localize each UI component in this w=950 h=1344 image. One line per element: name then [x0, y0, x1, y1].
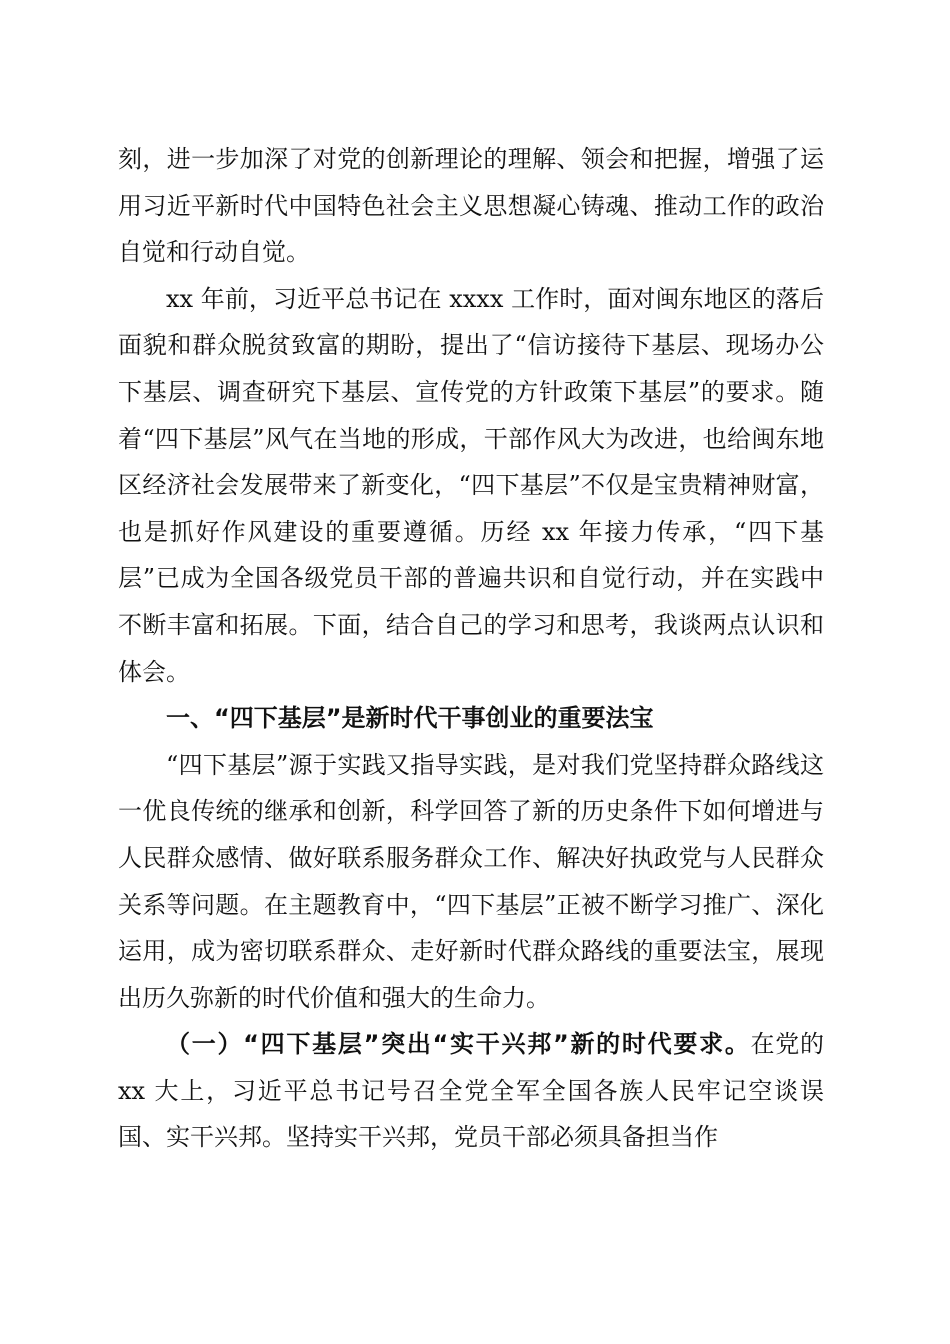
document-page: [118, 136, 824, 1161]
subsection-body-1: 在党的 xx 大上，习近平总书记号召全党全军全国各族人民牢记空谈误国、实干兴邦。坚持实干兴邦，党员干部必须具备担当作: [118, 1030, 825, 1152]
paragraph-four-grassroots-origin: xx 年前，习近平总书记在 xxxx 工作时，面对闽东地区的落后面貌和群众脱贫致富的期盼，提出了“信访接待下基层、现场办公下基层、调查研究下基层、宣传党的方针政策下基层”的要求。随着“四下基层”风气在当地的形成，干部作风大为改进，也给闽东地区经济社会发展带来了新变化，“四下基层”不仅是宝贵精神财富，也是抓好作风建设的重要遵循。历经 xx 年接力传承，“四下基层”已成为全国各级党员干部的普遍共识和自觉行动，并在实践中不断丰富和拓展。下面，结合自己的学习和思考，我谈两点认识和体会。: [118, 284, 824, 686]
paragraph-subsection-1: [118, 1021, 824, 1161]
paragraph-practice-value: “四下基层”源于实践又指导实践，是对我们党坚持群众路线这一优良传统的继承和创新，科学回答了新的历史条件下如何增进与人民群众感情、做好联系服务群众工作、解决好执政党与人民群众关系等问题。在主题教育中，“四下基层”正被不断学习推广、深化运用，成为密切联系群众、走好新时代群众路线的重要法宝，展现出历久弥新的时代价值和强大的生命力。: [118, 750, 824, 1012]
section-heading-1: 一、“四下基层”是新时代干事创业的重要法宝: [166, 704, 654, 733]
subsection-heading-1: （一）“四下基层”突出“实干兴邦”新的时代要求。: [166, 1030, 751, 1059]
paragraph-continuation: 刻，进一步加深了对党的创新理论的理解、领会和把握，增强了运用习近平新时代中国特色社会主义思想凝心铸魂、推动工作的政治自觉和行动自觉。: [118, 145, 824, 267]
